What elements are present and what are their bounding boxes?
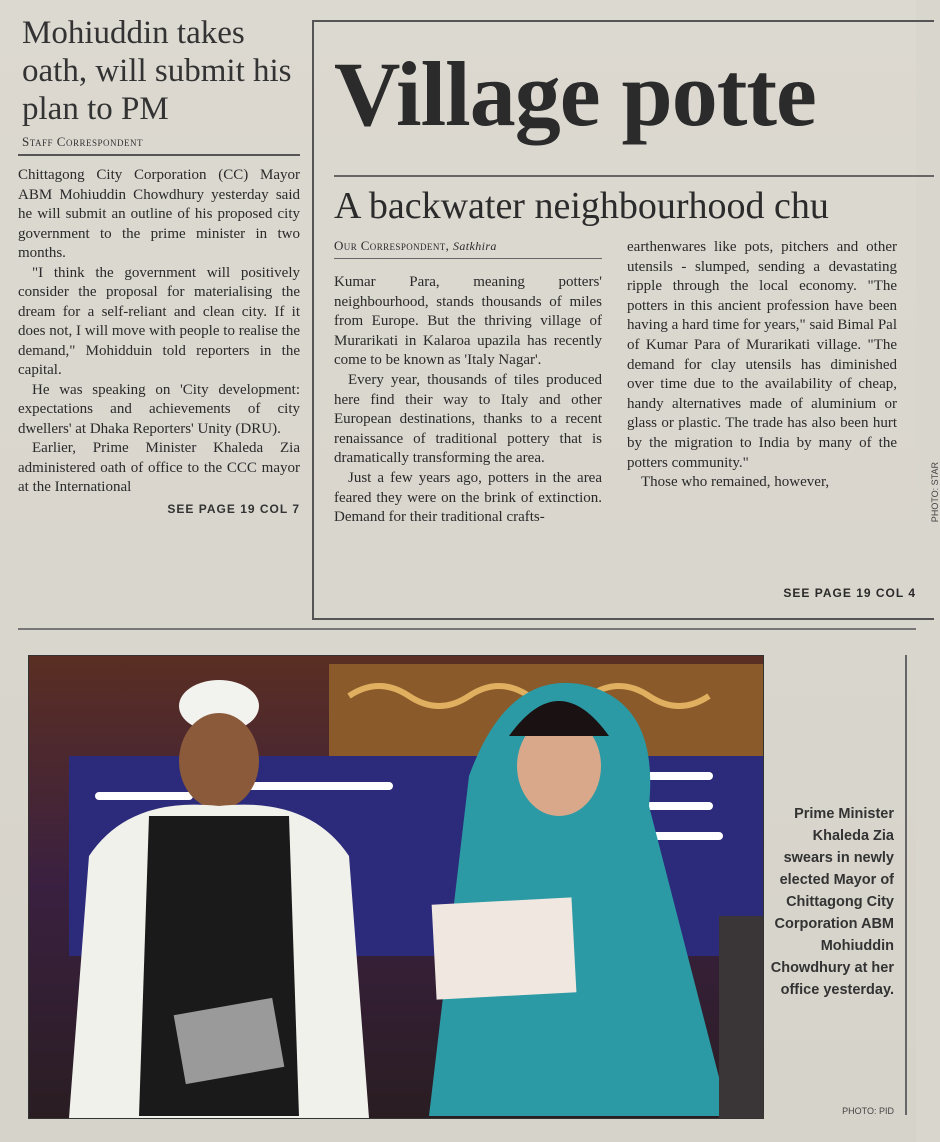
photo-caption: Prime Minister Khaleda Zia swears in newly elected Mayor of Chittagong City Corporation ABM Mohiuddin Chowdhury at her office yesterday. bbox=[770, 806, 894, 998]
left-story-rule bbox=[18, 154, 300, 156]
main-story-headline: Village potte bbox=[334, 43, 816, 145]
left-story-paragraph: "I think the government will positively consider the proposal for materialising the dream for a self-reliant and clean city. If it does not, I will move with people to realise the demand," Mohidduin told reporters in the capital. bbox=[18, 264, 300, 378]
left-story-paragraph: Chittagong City Corporation (CC) Mayor ABM Mohiuddin Chowdhury yesterday said he will submit an outline of his proposed city government to the prime minister in two months. bbox=[18, 167, 300, 261]
main-story-paragraph: Every year, thousands of tiles produced here find their way to Italy and other European destinations, thanks to a recent renaissance of traditional pottery that is dramatically transforming the area. bbox=[334, 371, 602, 467]
main-story-byline bbox=[334, 238, 602, 259]
main-story-photo-credit: PHOTO: STAR bbox=[930, 462, 940, 523]
page-edge-rule bbox=[905, 655, 907, 1115]
main-story-location: Satkhira bbox=[452, 239, 497, 253]
left-story-paragraph: He was speaking on 'City development: expectations and achievements of city dwellers' at Dhaka Reporters' Unity (DRU). bbox=[18, 381, 300, 437]
main-story-column-1 bbox=[334, 238, 602, 528]
main-story-subheadline: A backwater neighbourhood chu bbox=[334, 185, 829, 227]
main-story-byline-name: Our Correspondent, bbox=[334, 238, 450, 253]
main-story-rule bbox=[334, 175, 934, 177]
main-story-jump: SEE PAGE 19 COL 4 bbox=[783, 586, 916, 600]
left-story-headline: Mohiuddin takes oath, will submit his plan to PM bbox=[22, 15, 292, 127]
left-story-byline: Staff Correspondent bbox=[22, 134, 143, 149]
photo-illustration bbox=[29, 656, 763, 1118]
main-story-paragraph: Just a few years ago, potters in the area feared they were on the brink of extinction. Demand for their traditional crafts- bbox=[334, 469, 602, 526]
left-story bbox=[18, 14, 300, 516]
main-story-box bbox=[312, 20, 940, 620]
main-story-paragraph: earthenwares like pots, pitchers and other utensils - slumped, sending a devastating ripple through the local economy. "The potters in this ancient profession have been having a hard time for years," said Bimal Pal of Kumar Para of Murarikati village. "The demand for clay utensils has diminished over time due to the availability of cheap, handy alternatives made of aluminium or glass or plastic. The trade has also been hurt by the migration to India by many of the potters community." bbox=[627, 239, 897, 471]
news-photo bbox=[28, 655, 764, 1119]
main-story-paragraph: Kumar Para, meaning potters' neighbourhood, stands thousands of miles from Europe. But the thriving village of Murarikati in Kalaroa upazila has recently come to be known as 'Italy Nagar'. bbox=[334, 274, 602, 369]
left-story-jump: SEE PAGE 19 COL 7 bbox=[167, 501, 300, 516]
photo-credit: PHOTO: PID bbox=[842, 1106, 894, 1116]
left-story-body bbox=[18, 166, 300, 498]
main-story-paragraph: Those who remained, however, bbox=[641, 474, 830, 491]
left-story-paragraph: Earlier, Prime Minister Khaleda Zia administered oath of office to the CCC mayor at the International bbox=[18, 440, 300, 495]
section-divider bbox=[18, 628, 916, 630]
main-story-column-2 bbox=[627, 238, 897, 493]
